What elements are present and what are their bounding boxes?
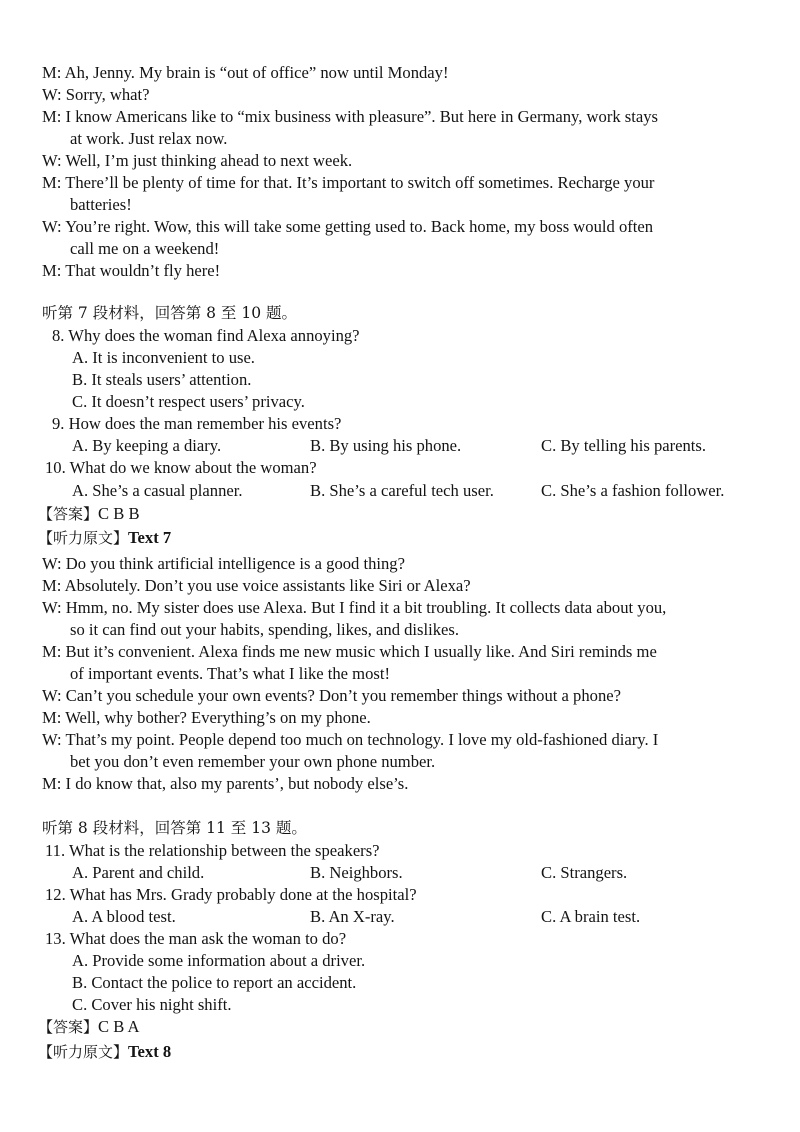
dialogue-line: M: There’ll be plenty of time for that. It’s important to switch off sometimes. Recharge your [42,173,655,192]
answer-label: 【答案】 [38,1018,99,1036]
dialogue-line: W: Can’t you schedule your own events? Don’t you remember things without a phone? [42,686,621,705]
option: A. Provide some information about a driver. [72,951,366,970]
dialogue-line: M: Absolutely. Don’t you use voice assistants like Siri or Alexa? [42,576,471,595]
option: B. Contact the police to report an accident. [72,973,357,992]
script-label: 【听力原文】 [38,529,129,547]
answer-value: C B B [98,504,140,523]
question-stem: 9. How does the man remember his events? [52,414,342,433]
option: C. A brain test. [541,907,641,926]
option: B. An X-ray. [310,907,395,926]
dialogue-line-cont: so it can find out your habits, spending, likes, and dislikes. [70,620,459,639]
option: C. Strangers. [541,863,628,882]
question-stem: 8. Why does the woman find Alexa annoying? [52,326,360,345]
dialogue-line-cont: bet you don’t even remember your own phone number. [70,752,436,771]
question-stem: 13. What does the man ask the woman to do? [45,929,347,948]
dialogue-line: M: I do know that, also my parents’, but nobody else’s. [42,774,409,793]
question-stem: 12. What has Mrs. Grady probably done at the hospital? [45,885,417,904]
question-stem: 10. What do we know about the woman? [45,458,317,477]
script-title-line [38,527,171,549]
dialogue-line: M: But it’s convenient. Alexa finds me new music which I usually like. And Siri reminds me [42,642,657,661]
dialogue-line: M: Ah, Jenny. My brain is “out of office” now until Monday! [42,63,449,82]
option: B. By using his phone. [310,436,462,455]
dialogue-line-cont: call me on a weekend! [70,239,220,258]
dialogue-line: M: Well, why bother? Everything’s on my phone. [42,708,371,727]
option: B. Neighbors. [310,863,403,882]
section-heading: 听第 7 段材料，回答第 8 至 10 题。 [42,304,298,322]
answer-value: C B A [98,1017,140,1036]
dialogue-line: W: Hmm, no. My sister does use Alexa. But I find it a bit troubling. It collects data about you, [42,598,667,617]
answer-line [38,503,140,525]
dialogue-line-cont: batteries! [70,195,132,214]
script-title-line [38,1041,171,1063]
option: C. By telling his parents. [541,436,707,455]
option: A. A blood test. [72,907,176,926]
option: B. She’s a careful tech user. [310,481,494,500]
dialogue-line: W: You’re right. Wow, this will take some getting used to. Back home, my boss would often [42,217,654,236]
option: A. She’s a casual planner. [72,481,243,500]
dialogue-line-cont: at work. Just relax now. [70,129,228,148]
dialogue-line: M: I know Americans like to “mix business with pleasure”. But here in Germany, work stays [42,107,658,126]
option: C. Cover his night shift. [72,995,232,1014]
answer-label: 【答案】 [38,505,99,523]
option: A. It is inconvenient to use. [72,348,255,367]
dialogue-line: W: That’s my point. People depend too much on technology. I love my old-fashioned diary. I [42,730,659,749]
dialogue-line: W: Well, I’m just thinking ahead to next week. [42,151,353,170]
script-title: Text 8 [128,1042,172,1061]
answer-line [38,1016,140,1038]
dialogue-line: M: That wouldn’t fly here! [42,261,221,280]
dialogue-line-cont: of important events. That’s what I like the most! [70,664,390,683]
script-title: Text 7 [128,528,172,547]
script-label: 【听力原文】 [38,1043,129,1061]
option: B. It steals users’ attention. [72,370,252,389]
option: C. It doesn’t respect users’ privacy. [72,392,305,411]
dialogue-line: W: Do you think artificial intelligence is a good thing? [42,554,405,573]
dialogue-line: W: Sorry, what? [42,85,150,104]
option: A. Parent and child. [72,863,205,882]
option: C. She’s a fashion follower. [541,481,725,500]
section-heading: 听第 8 段材料，回答第 11 至 13 题。 [42,819,307,837]
option: A. By keeping a diary. [72,436,222,455]
question-stem: 11. What is the relationship between the speakers? [45,841,380,860]
